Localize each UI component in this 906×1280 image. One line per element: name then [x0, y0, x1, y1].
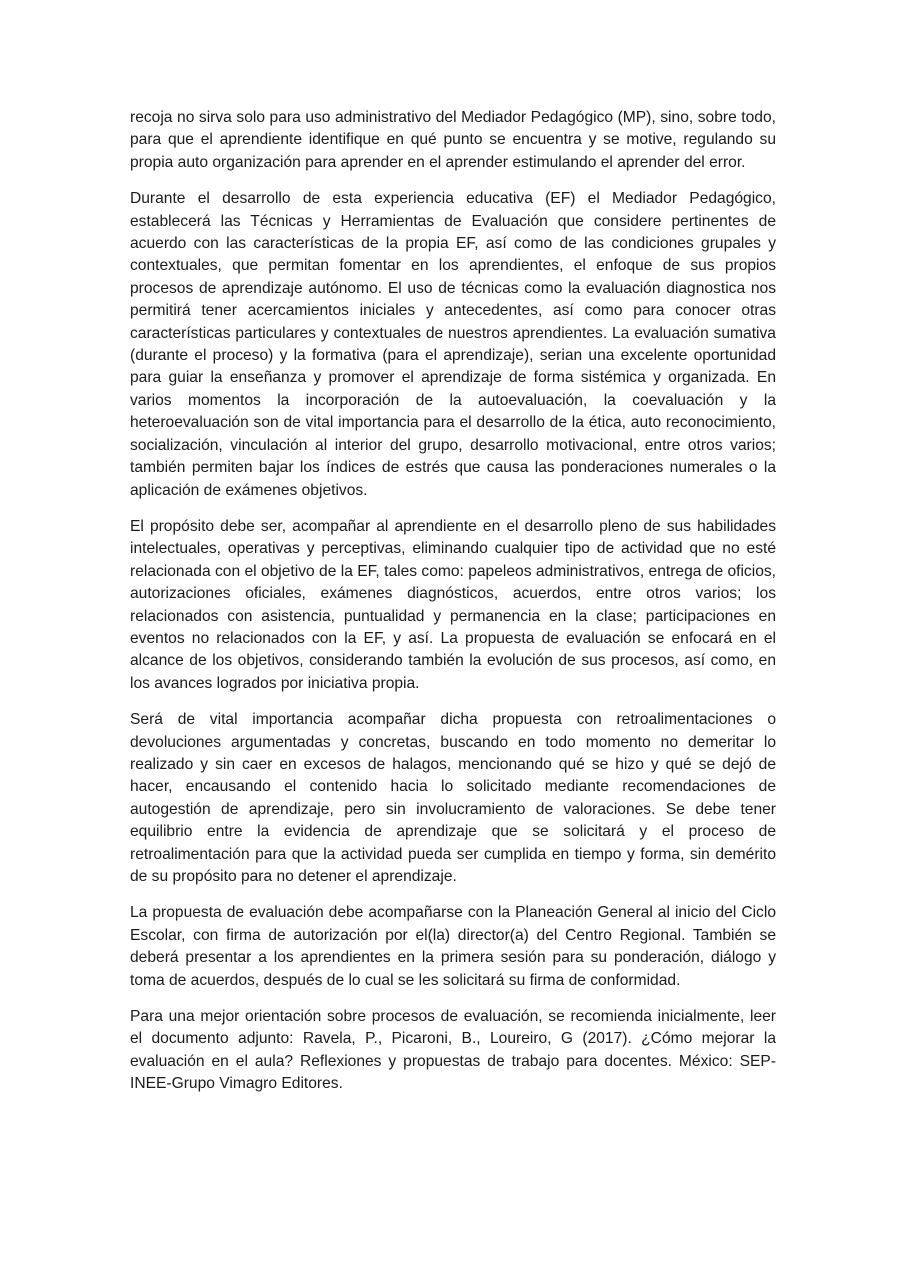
paragraph-3: El propósito debe ser, acompañar al aprendiente en el desarrollo pleno de sus habilidades intelectuales, operativas y perceptivas, eliminando cualquier tipo de actividad que no esté relacionada con el objetivo de la EF, tales como: papeleos administrativos, entrega de oficios, autorizaciones oficiales, exámenes diagnósticos, acuerdos, entre otros varios; los relacionados con asistencia, puntualidad y permanencia en la clase; participaciones en eventos no relacionados con la EF, y así. La propuesta de evaluación se enfocará en el alcance de los objetivos, considerando también la evolución de sus procesos, así como, en los avances logrados por iniciativa propia.: [130, 517, 776, 692]
paragraph-5: La propuesta de evaluación debe acompañarse con la Planeación General al inicio del Ciclo Escolar, con firma de autorización por el(la) director(a) del Centro Regional. También se deberá presentar a los aprendientes en la primera sesión para su ponderación, diálogo y toma de acuerdos, después de lo cual se les solicitará su firma de conformidad.: [130, 904, 776, 989]
paragraph-1: recoja no sirva solo para uso administrativo del Mediador Pedagógico (MP), sino, sobre todo, para que el aprendiente identifique en qué punto se encuentra y se motive, regulando su propia auto organización para aprender en el aprender estimulando el aprender del error.: [130, 109, 776, 171]
paragraph-2: Durante el desarrollo de esta experiencia educativa (EF) el Mediador Pedagógico, establecerá las Técnicas y Herramientas de Evaluación que considere pertinentes de acuerdo con las características de la propia EF, así como de las condiciones grupales y contextuales, que permitan fomentar en los aprendientes, el enfoque de sus propios procesos de aprendizaje autónomo. El uso de técnicas como la evaluación diagnostica nos permitirá tener acercamientos iniciales y antecedentes, así como para conocer otras características particulares y contextuales de nuestros aprendientes. La evaluación sumativa (durante el proceso) y la formativa (para el aprendizaje), serian una excelente oportunidad para guiar la enseñanza y promover el aprendizaje de forma sistémica y organizada. En varios momentos la incorporación de la autoevaluación, la coevaluación y la heteroevaluación son de vital importancia para el desarrollo de la ética, auto reconocimiento, socialización, vinculación al interior del grupo, desarrollo motivacional, entre otros varios; también permiten bajar los índices de estrés que causa las ponderaciones numerales o la aplicación de exámenes objetivos.: [130, 190, 776, 499]
paragraph-4: Será de vital importancia acompañar dicha propuesta con retroalimentaciones o devoluciones argumentadas y concretas, buscando en todo momento no demeritar lo realizado y sin caer en excesos de halagos, mencionando qué se hizo y qué se dejó de hacer, encausando el contenido hacia lo solicitado mediante recomendaciones de autogestión de aprendizaje, pero sin involucramiento de valoraciones. Se debe tener equilibrio entre la evidencia de aprendizaje que se solicitará y el proceso de retroalimentación para que la actividad pueda ser cumplida en tiempo y forma, sin demérito de su propósito para no detener el aprendizaje.: [130, 711, 776, 885]
document-page: [130, 107, 776, 1110]
paragraph-6: Para una mejor orientación sobre procesos de evaluación, se recomienda inicialmente, leer el documento adjunto: Ravela, P., Picaroni, B., Loureiro, G (2017). ¿Cómo mejorar la evaluación en el aula? Reflexiones y propuestas de trabajo para docentes. México: SEP-INEE-Grupo Vimagro Editores.: [130, 1008, 776, 1093]
